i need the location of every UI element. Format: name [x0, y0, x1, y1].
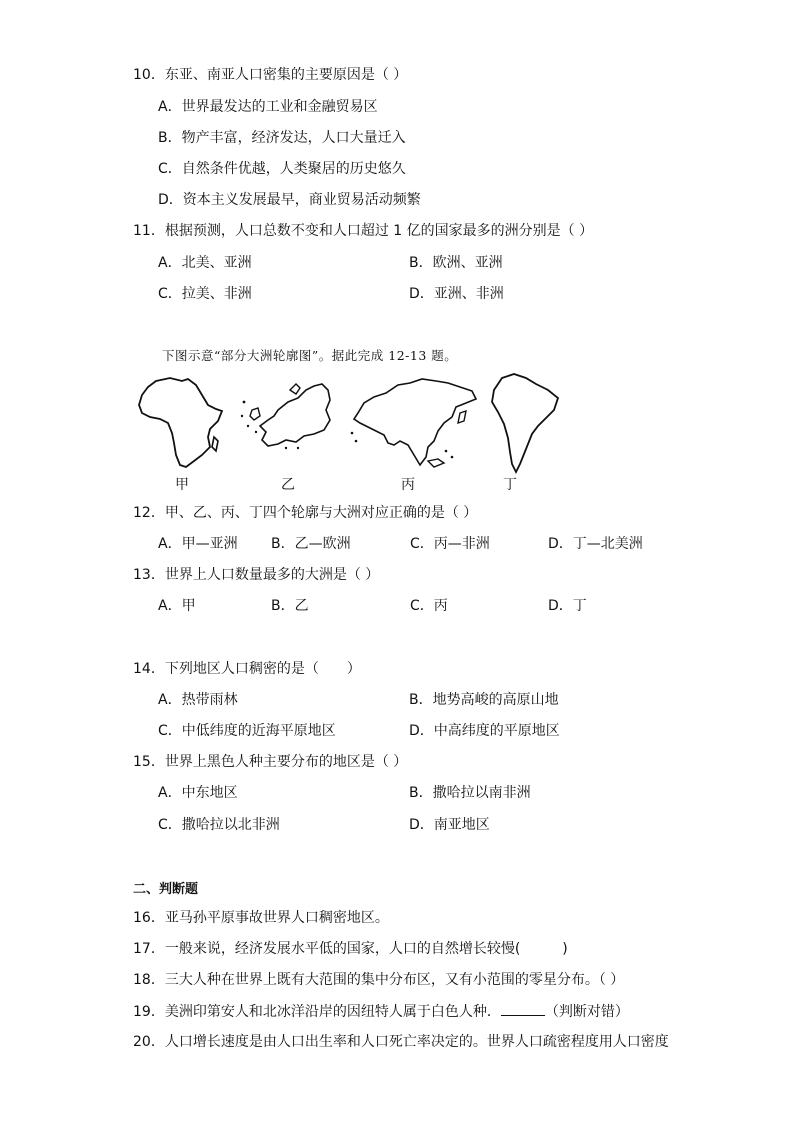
question-15-stem: 15．世界上黑色人种主要分布的地区是（ ）	[133, 754, 408, 770]
q15-option-c: C．撒哈拉以北非洲	[158, 817, 280, 833]
q13-option-d: D．丁	[548, 598, 587, 614]
question-16: 16．亚马孙平原事故世界人口稠密地区。	[133, 910, 389, 926]
question-19-suffix: （判断对错）	[544, 1004, 629, 1020]
q15-option-b: B．撒哈拉以南非洲	[409, 785, 531, 801]
q12-option-d: D．丁—北美洲	[548, 536, 643, 552]
question-10-stem: 10．东亚、南亚人口密集的主要原因是（ ）	[133, 67, 408, 83]
question-12-stem: 12．甲、乙、丙、丁四个轮廓与大洲对应正确的是（ ）	[133, 505, 478, 521]
question-13-stem: 13．世界上人口数量最多的大洲是（ ）	[133, 567, 380, 583]
q14-option-a: A．热带雨林	[158, 692, 238, 708]
q10-option-a: A．世界最发达的工业和金融贸易区	[158, 99, 378, 115]
q10-option-b: B．物产丰富，经济发达，人口大量迁入	[158, 130, 406, 146]
answer-blank	[501, 1001, 545, 1016]
q13-option-b: B．乙	[271, 598, 309, 614]
question-14-stem: 14．下列地区人口稠密的是（ ）	[133, 661, 361, 677]
q10-option-c: C．自然条件优越，人类聚居的历史悠久	[158, 161, 406, 177]
question-18: 18．三大人种在世界上既有大范围的集中分布区，又有小范围的零星分布。（ ）	[133, 972, 625, 988]
q15-option-d: D．南亚地区	[409, 817, 490, 833]
q11-option-a: A．北美、亚洲	[158, 255, 252, 271]
map-south-america-outline	[488, 372, 562, 474]
question-20: 20．人口增长速度是由人口出生率和人口死亡率决定的。世界人口疏密程度用人口密度	[133, 1034, 669, 1050]
q12-option-b: B．乙—欧洲	[271, 536, 351, 552]
q10-option-d: D．资本主义发展最早，商业贸易活动频繁	[158, 192, 421, 208]
question-19	[133, 1001, 629, 1022]
question-11-stem: 11．根据预测，人口总数不变和人口超过 1 亿的国家最多的洲分别是（ ）	[133, 223, 594, 239]
q14-option-b: B．地势高峻的高原山地	[409, 692, 559, 708]
q11-option-c: C．拉美、非洲	[158, 286, 252, 302]
map-europe-outline	[238, 380, 338, 452]
q12-option-a: A．甲—亚洲	[158, 536, 238, 552]
map-label-ding: 丁	[503, 477, 517, 493]
question-19-text: 19．美洲印第安人和北冰洋沿岸的因纽特人属于白色人种．	[133, 1004, 501, 1020]
map-label-bing: 丙	[401, 477, 415, 493]
q13-option-c: C．丙	[410, 598, 448, 614]
q15-option-a: A．中东地区	[158, 785, 238, 801]
q14-option-c: C．中低纬度的近海平原地区	[158, 723, 336, 739]
q12-option-c: C．丙—非洲	[410, 536, 490, 552]
question-17: 17．一般来说，经济发展水平低的国家，人口的自然增长较慢( )	[133, 941, 568, 957]
map-label-yi: 乙	[281, 477, 295, 493]
map-africa-outline	[136, 375, 226, 470]
section-heading-judgment: 二、判断题	[133, 882, 199, 897]
q11-option-b: B．欧洲、亚洲	[409, 255, 503, 271]
q14-option-d: D．中高纬度的平原地区	[409, 723, 560, 739]
figure-intro: 下图示意“部分大洲轮廓图”。据此完成 12-13 题。	[162, 348, 458, 363]
map-label-jia: 甲	[175, 477, 189, 493]
q11-option-d: D．亚洲、非洲	[409, 286, 504, 302]
q13-option-a: A．甲	[158, 598, 196, 614]
map-asia-outline	[348, 373, 480, 471]
